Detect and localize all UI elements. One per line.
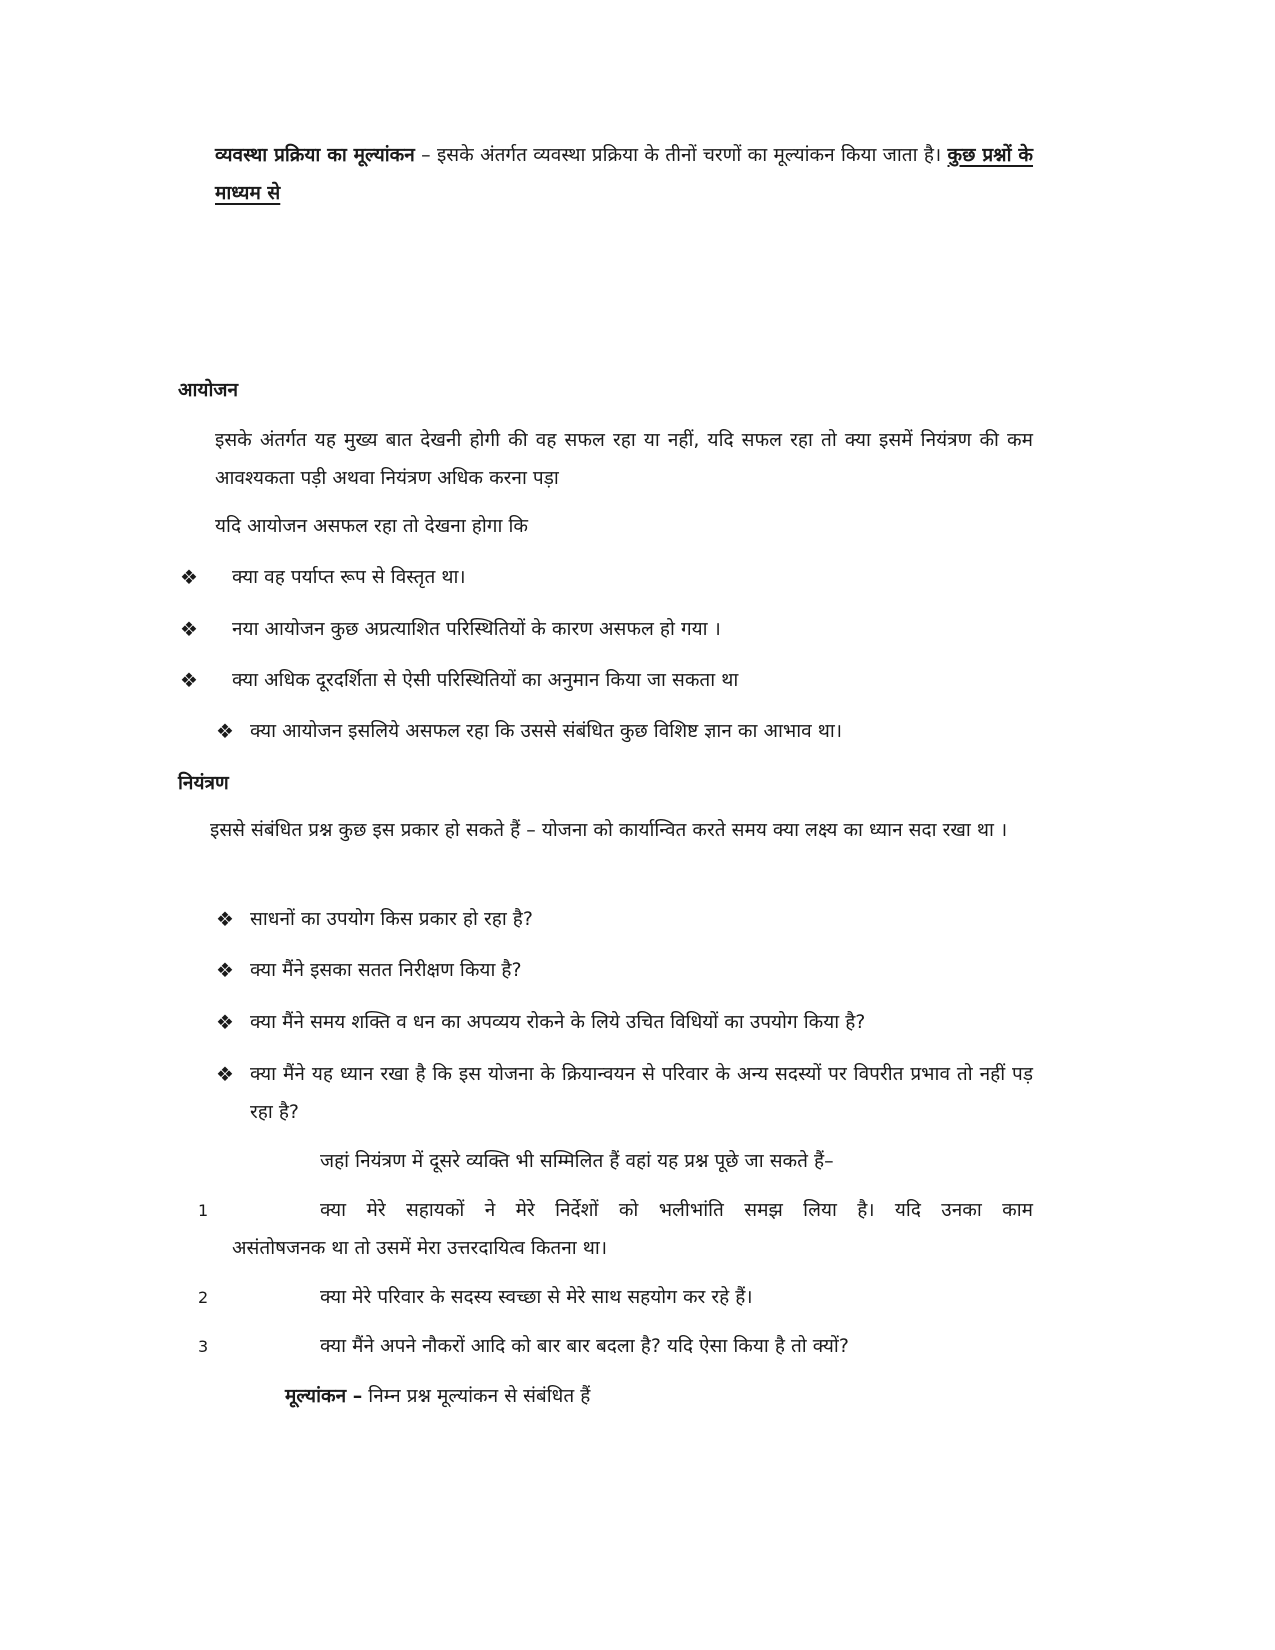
bullet-icon: ❖ <box>216 907 234 931</box>
intro-underlined-phrase: कुछ प्रश्नों के माध्यम से <box>215 144 1034 204</box>
bullet-icon: ❖ <box>216 1010 234 1034</box>
ayojan-paragraph: इसके अंतर्गत यह मुख्य बात देखनी होगी की वह सफल रहा या नहीं, यदि सफल रहा तो क्या इसमें नियंत्रण की कम आवश्यकता पड़ी अथवा नियंत्रण अधिक करना पड़ा <box>215 429 1033 489</box>
bullet-icon: ❖ <box>216 1062 234 1086</box>
intro-text: – इसके अंतर्गत व्यवस्था प्रक्रिया के तीनों चरणों का मूल्यांकन किया जाता है। <box>414 144 942 166</box>
ayojan-bullet-3: क्या अधिक दूरदर्शिता से ऐसी परिस्थितियों का अनुमान किया जा सकता था <box>232 669 739 691</box>
section-heading-niyantran: नियंत्रण <box>178 772 229 794</box>
intro-paragraph <box>215 136 1033 212</box>
bullet-icon: ❖ <box>180 565 198 589</box>
numbered-item-3: क्या मैंने अपने नौकरों आदि को बार बार बदला है? यदि ऐसा किया है तो क्यों? <box>320 1335 849 1357</box>
mulyankan-text: निम्न प्रश्न मूल्यांकन से संबंधित हैं <box>362 1385 591 1407</box>
bullet-icon: ❖ <box>180 617 198 641</box>
mulyankan-line <box>285 1377 590 1415</box>
numbered-item-1-line-1: क्या मेरे सहायकों ने मेरे निर्देशों को भलीभांति समझ लिया है। यदि उनका काम <box>320 1199 1033 1221</box>
niyantran-lead: जहां नियंत्रण में दूसरे व्यक्ति भी सम्मिलित हैं वहां यह प्रश्न पूछे जा सकते हैं– <box>320 1150 834 1172</box>
numbered-item-2: क्या मेरे परिवार के सदस्य स्वच्छा से मेरे साथ सहयोग कर रहे हैं। <box>320 1286 753 1308</box>
section-heading-ayojan: आयोजन <box>178 379 239 401</box>
niyantran-bullet-3: क्या मैंने समय शक्ति व धन का अपव्यय रोकने के लिये उचित विधियों का उपयोग किया है? <box>250 1011 866 1033</box>
niyantran-bullet-4: क्या मैंने यह ध्यान रखा है कि इस योजना के क्रियान्वयन से परिवार के अन्य सदस्यों पर विपरीत प्रभाव तो नहीं पड़ रहा है? <box>250 1063 1033 1123</box>
item-number: 2 <box>198 1288 209 1307</box>
section-heading-mulyankan: मूल्यांकन – <box>285 1385 363 1407</box>
bullet-icon: ❖ <box>180 668 198 692</box>
niyantran-bullet-2: क्या मैंने इसका सतत निरीक्षण किया है? <box>250 959 522 981</box>
numbered-item-1-line-2: असंतोषजनक था तो उसमें मेरा उत्तरदायित्व कितना था। <box>232 1237 608 1259</box>
item-number: 3 <box>198 1337 209 1356</box>
bullet-icon: ❖ <box>216 719 234 743</box>
niyantran-bullet-1: साधनों का उपयोग किस प्रकार हो रहा है? <box>250 908 533 930</box>
niyantran-paragraph: इससे संबंधित प्रश्न कुछ इस प्रकार हो सकते हैं – योजना को कार्यान्वित करते समय क्या लक्ष्य का ध्यान सदा रखा था । <box>210 819 1008 841</box>
bullet-icon: ❖ <box>216 958 234 982</box>
ayojan-bullet-1: क्या वह पर्याप्त रूप से विस्तृत था। <box>232 566 466 588</box>
ayojan-lead: यदि आयोजन असफल रहा तो देखना होगा कि <box>215 515 528 537</box>
item-number: 1 <box>198 1201 209 1220</box>
intro-heading: व्यवस्था प्रक्रिया का मूल्यांकन <box>215 144 415 166</box>
ayojan-bullet-2: नया आयोजन कुछ अप्रत्याशित परिस्थितियों के कारण असफल हो गया । <box>232 618 721 640</box>
ayojan-bullet-4: क्या आयोजन इसलिये असफल रहा कि उससे संबंधित कुछ विशिष्ट ज्ञान का आभाव था। <box>250 720 843 742</box>
